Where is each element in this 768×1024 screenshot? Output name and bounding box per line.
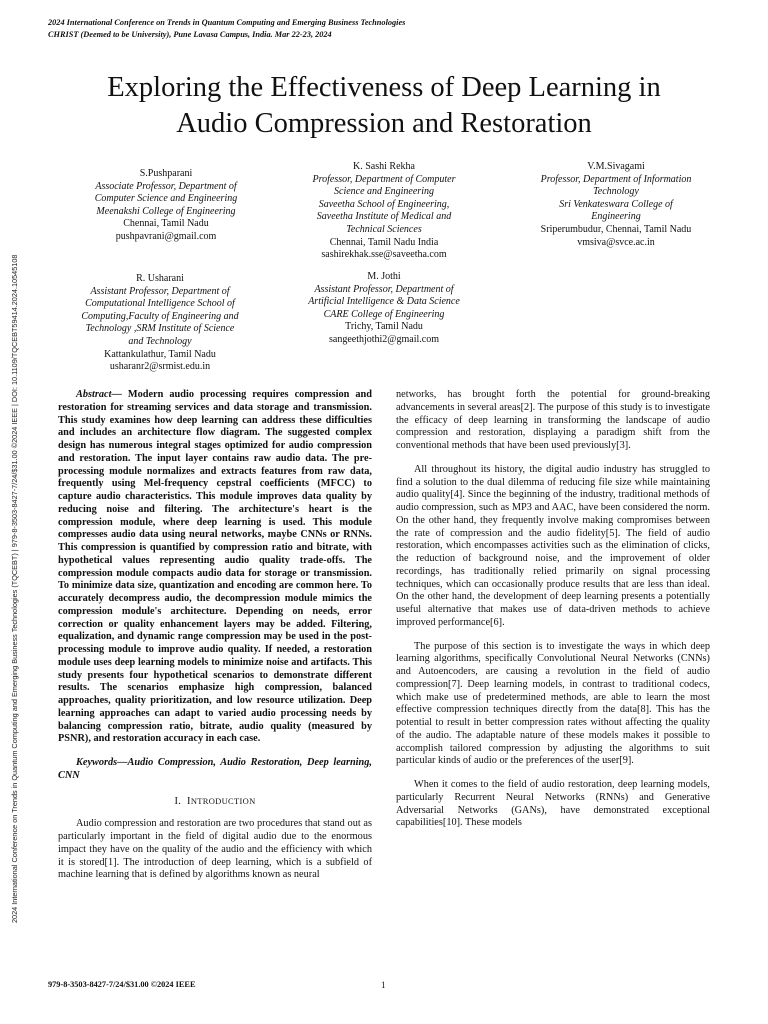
section-title-initial: I: [187, 795, 191, 807]
author-city: Sriperumbudur, Chennai, Tamil Nadu: [540, 223, 692, 235]
author-role: Assistant Professor, Department of: [90, 285, 230, 297]
author-city: Kattankulathur, Tamil Nadu: [104, 348, 216, 360]
author-affiliation: Saveetha School of Engineering,: [318, 198, 450, 210]
author-email: vmsiva@svce.ac.in: [577, 236, 655, 248]
conference-name: 2024 International Conference on Trends in Quantum Computing and Emerging Business Technologies: [48, 18, 406, 27]
author-name: S.Pushparani: [139, 168, 193, 179]
author-name: M. Jothi: [367, 271, 401, 282]
section-title-rest: NTRODUCTION: [190, 795, 256, 806]
author-block: [282, 161, 486, 262]
author-email: sashirekhak.sse@saveetha.com: [321, 249, 447, 261]
abstract-label: Abstract: [76, 389, 112, 400]
sidebar-doi-text: 2024 International Conference on Trends in Quantum Computing and Emerging Business Technologies (TQCEBT) | 979-8-3503-8427-7/24/$31.00 ©2024 IEEE | DOI: 10.1109/TQCEBT59414.2024.10545108: [10, 254, 19, 923]
author-email: sangeethjothi2@gmail.com: [328, 333, 440, 345]
author-block: [282, 271, 486, 347]
section-heading: [58, 795, 372, 809]
paper-title: [40, 70, 728, 142]
footer-isbn: 979-8-3503-8427-7/24/$31.00 ©2024 IEEE: [48, 980, 196, 989]
author-block: [52, 168, 280, 244]
author-name: K. Sashi Rekha: [353, 161, 415, 172]
right-column: [396, 389, 710, 830]
title-line-1: Exploring the Effectiveness of Deep Learning in: [107, 72, 661, 103]
author-affiliation: CARE College of Engineering: [323, 308, 445, 320]
author-name: V.M.Sivagami: [587, 161, 645, 172]
abstract-text: — Modern audio processing requires compression and restoration for streaming services and data storage and transmission. This study examines how deep learning can address these difficulties and includes an architecture flow diagram. The suggested complex design has numerous integral stages optimized for audio compression and restoration. The input layer contains raw audio data. The pre-processing module normalizes and extracts features from raw data, frequently using Mel-frequency cepstral coefficients (MFCC) to capture audio characteristics. This module improves data quality by reducing noise and filtering. The architecture's heart is the compression module, where deep learning is used. This module compresses audio data using neural networks, maybe CNNs or RNNs. This compression is quantified by compression ratio and bitrate, with hypothetical values representing audio quality trade-offs. The compression module compacts audio data for storage or transmission. To minimize data size, quantization and encoding are common here. To accurately decompress audio, the decompression module mimics the compression module's architecture. Depending on needs, error correction or quality enhancement layers may be added. Filtering, equalization, and dynamic range compression may be used in the post-processing module to improve audio quality. If needed, a restoration module uses deep learning models to minimize noise and artifacts. This study presents four hypothetical scenarios to demonstrate different results. The scenarios emphasize high compression, balanced approaches, quality prioritization, and low resource utilization. Deep learning approaches can adapt to varied audio processing needs by balancing compression ratio, bitrate, audio quality (measured by PSNR), and restoration accuracy in each case.: [58, 389, 372, 745]
author-affiliation: Meenakshi College of Engineering: [96, 205, 236, 217]
author-role: Professor, Department of Computer: [312, 173, 456, 185]
left-column: [58, 389, 372, 882]
author-role: Professor, Department of Information: [540, 173, 692, 185]
author-affiliation: Technical Sciences: [346, 223, 422, 235]
section-numeral: I.: [174, 795, 182, 807]
author-role: and Technology: [128, 335, 192, 347]
author-name: R. Usharani: [136, 273, 184, 284]
body-paragraph: All throughout its history, the digital audio industry has struggled to find a solution to the dual dilemma of reducing file size while maintaining audio quality[4]. Since the beginning of the industry, traditional methods of audio compression, such as MP3 and AAC, have been considered the norm. On the other hand, they frequently involve making compromises between the rate of compression and the audio fidelity[5]. The field of audio restoration, which encompasses activities such as the elimination of clicks, the reduction of background noise, and the improvement of older recordings, has traditionally relied primarily on signal processing techniques, which can occasionally produce results that are less than ideal. On the other hand, the development of deep learning presents a potentially useful alternative that makes use of data-driven methods to achieve improved performance[6].: [396, 463, 710, 628]
author-role: Science and Engineering: [334, 186, 434, 198]
intro-paragraph: Audio compression and restoration are two procedures that stand out as particularly important in the field of digital audio due to the enormous impact they have on the quality of the audio and the efficiency with which it is stored[1]. The introduction of deep learning, which is a subfield of machine learning that is defined by algorithms known as neural: [58, 818, 372, 881]
author-block: [510, 161, 722, 249]
author-role: Computational Intelligence School of: [85, 298, 235, 310]
author-email: pushpavrani@gmail.com: [115, 230, 217, 242]
author-role: Computing,Faculty of Engineering and: [81, 310, 239, 322]
author-role: Computer Science and Engineering: [94, 193, 238, 205]
title-line-2: Audio Compression and Restoration: [176, 108, 592, 139]
author-city: Chennai, Tamil Nadu: [123, 218, 209, 230]
abstract: [58, 389, 372, 746]
author-block: [46, 273, 274, 374]
body-paragraph: The purpose of this section is to investigate the ways in which deep learning algorithms, specifically Convolutional Neural Networks (CNNs) and Autoencoders, are causing a revolution in the field of audio compression[7]. Deep learning models, in contrast to traditional codecs, which make use of predetermined methods, are able to learn the most effective compression techniques directly from the data[8]. This has the potential to result in better compression rates without affecting the quality of the audio. The adaptable nature of these models makes it possible to accomplish tailored compression by adjusting the algorithms to suit particular kinds of audio or the preferences of the user[9].: [396, 640, 710, 767]
author-role: Technology ,SRM Institute of Science: [85, 323, 235, 335]
body-paragraph: networks, has brought forth the potential for ground-breaking advancements in several areas[2]. The purpose of this study is to investigate the efficacy of deep learning in transforming the landscape of audio compression and restoration, displaying a paradigm shift from the conventional methods that have been used previously[3].: [396, 389, 710, 451]
author-city: Trichy, Tamil Nadu: [345, 321, 423, 333]
author-role: Assistant Professor, Department of: [314, 283, 454, 295]
conference-venue: CHRIST (Deemed to be University), Pune Lavasa Campus, India. Mar 22-23, 2024: [48, 30, 332, 39]
author-affiliation: Engineering: [591, 211, 641, 223]
keywords: Keywords—Audio Compression, Audio Restoration, Deep learning, CNN: [58, 757, 372, 781]
body-paragraph: When it comes to the field of audio restoration, deep learning models, particularly Recurrent Neural Networks (RNNs) and Generative Adversarial Networks (GANs), have demonstrated exceptional capabilities[10]. These models: [396, 779, 710, 829]
author-affiliation: Saveetha Institute of Medical and: [316, 211, 452, 223]
author-role: Artificial Intelligence & Data Science: [308, 296, 460, 308]
author-email: usharanr2@srmist.edu.in: [109, 361, 211, 373]
author-role: Associate Professor, Department of: [95, 180, 237, 192]
author-role: Technology: [593, 186, 639, 198]
author-city: Chennai, Tamil Nadu India: [329, 236, 439, 248]
author-affiliation: Sri Venkateswara College of: [559, 198, 673, 210]
page-number: 1: [381, 980, 386, 990]
